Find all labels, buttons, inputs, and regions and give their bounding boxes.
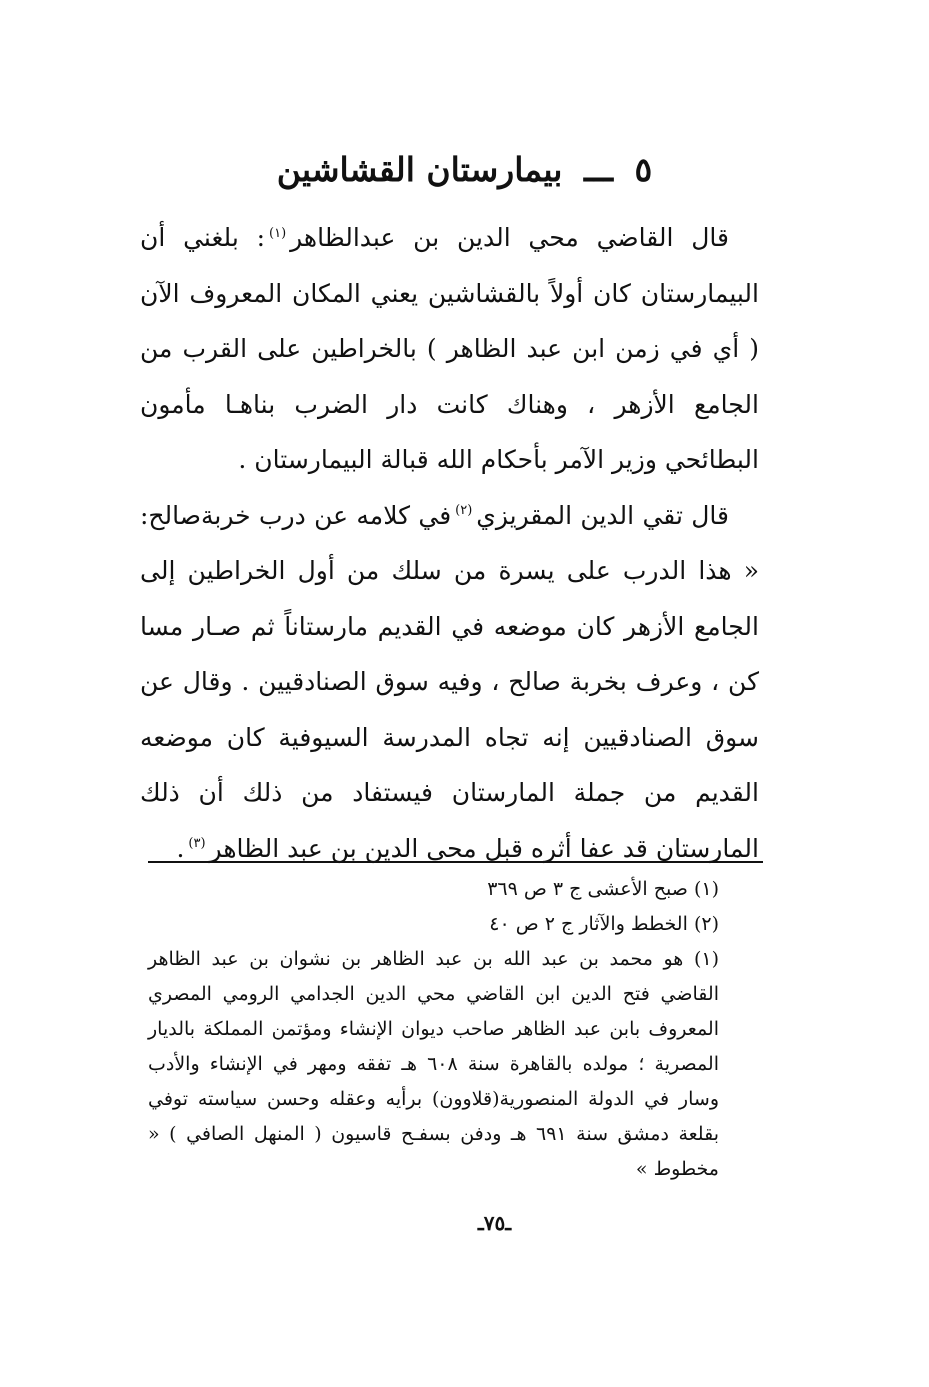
title-dash: ـــ — [584, 150, 614, 189]
footnote-ref-3: (٣) — [188, 836, 206, 852]
footnote-1-mark: (١) — [693, 878, 719, 900]
paragraph-2-text: في كلامه عن درب خربةصالح: « هذا الدرب على يسرة من سلك من أول الخراطين إلى الجامع الأزهر كان موضعه في القديم مارستاناً ثم صـار مسا كن ، وعرف بخربة صالح ، وفيه سوق الصنادقيين . وقال عن سوق الصنادقيين إنه تجاه المدرسة السيوفية كان موضعه القديم من جملة المارستان فيستفاد من ذلك أن ذلك المارستان قد عفا أثره قبل محي الدين بن عبد الظاهر — [140, 500, 759, 863]
paragraph-2-end: . — [176, 833, 185, 863]
footnote-3-text: هو محمد بن عبد الله بن عبد الظاهر بن نشوان بن عبد الظاهر القاضي فتح الدين ابن القاضي محي الدين الجدامي الرومي المصري المعروف بابن عبد الظاهر صاحب ديوان الإنشاء ومؤتمن المملكة بالديار المصرية ؛ مولده بالقاهرة سنة ٦٠٨ هـ تفقه ومهر في الإنشاء والأدب وسار في الدولة المنصورية(قلاوون) برأيه وعقله وحسن سياسته توفي بقلعة دمشق سنة ٦٩١ هـ ودفن بسفـح قاسيون ( المنهل الصافي ) « مخطوط » — [148, 948, 720, 1180]
footnote-2-mark: (٢) — [693, 913, 719, 935]
footnote-ref-1: (١) — [269, 225, 287, 241]
footnote-1 — [148, 872, 759, 907]
footnote-2 — [148, 907, 759, 942]
paragraph-1 — [140, 210, 759, 488]
page-number: ـ٧٥ـ — [477, 1211, 512, 1235]
paragraph-2-lead: قال تقي الدين المقريزي — [476, 500, 729, 530]
footnote-3-mark: (١) — [693, 948, 719, 970]
chapter-title-text: بيمارستان القشاشين — [276, 150, 563, 189]
footnote-ref-2: (٢) — [455, 503, 473, 519]
footnote-3 — [148, 942, 759, 1187]
paragraph-1-lead: قال القاضي محي الدين بن عبدالظاهر — [290, 223, 729, 252]
paragraph-2 — [140, 488, 759, 877]
footnote-divider — [148, 861, 763, 863]
footnotes — [148, 872, 759, 1187]
chapter-title — [0, 140, 929, 200]
paragraph-1-text: : بلغني أن البيمارستان كان أولاً بالقشاشين يعني المكان المعروف الآن ( أي في زمن ابن عبد الظاهر ) بالخراطين على القرب من الجامع الأزهر ، وهناك كانت دار الضرب بناهـا مأمون البطائحي وزير الآمر بأحكام الله قبالة البيمارستان . — [140, 223, 759, 474]
footnote-1-text: صبح الأعشى ج ٣ ص ٣٦٩ — [487, 878, 688, 900]
footnote-2-text: الخطط والآثار ج ٢ ص ٤٠ — [489, 913, 688, 935]
body-text — [140, 210, 759, 876]
chapter-number: ٥ — [634, 150, 653, 189]
